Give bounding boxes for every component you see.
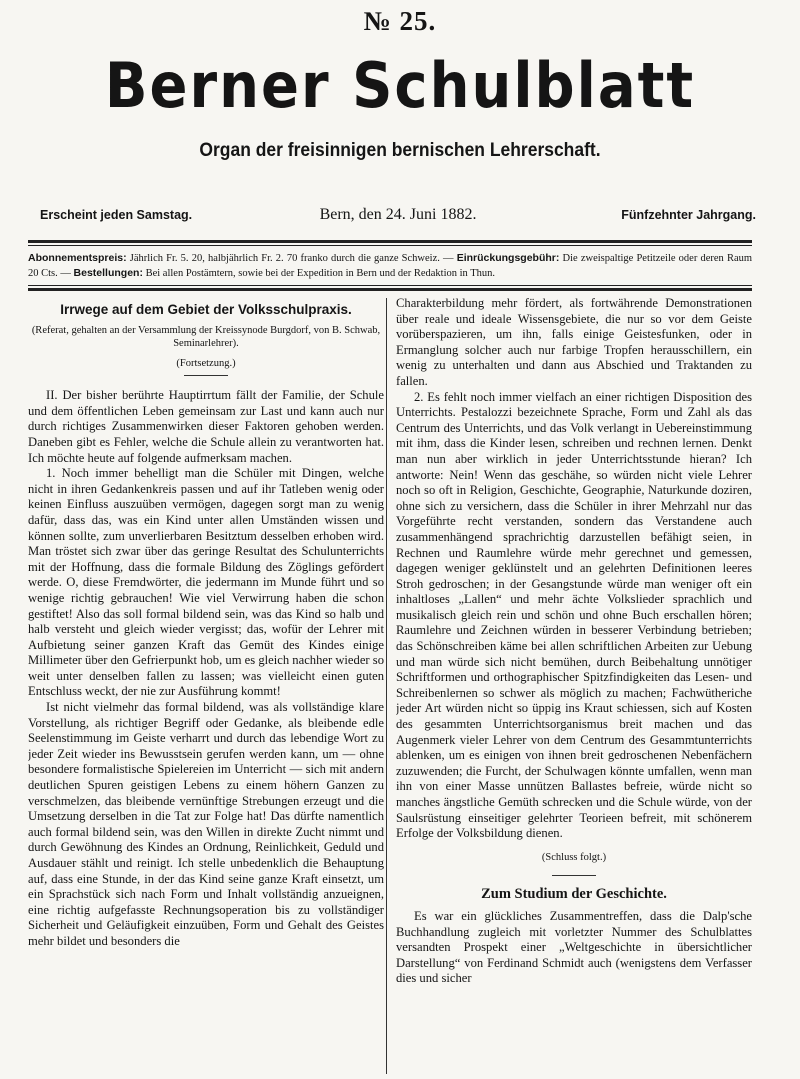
to-be-concluded-note: (Schluss folgt.) [541, 851, 607, 863]
right-column [396, 296, 752, 1076]
section-title: Zum Studium der Geschichte. [396, 875, 752, 903]
article-paragraph: Charakterbildung mehr fördert, als fortwährende Demonstrationen über reale und ideale Wissensgebiete, die nur so vor dem Geiste vorüberspazieren, um ihn, falls einige Geistesfunken, oder in Ermanglung solcher auch nur farbige Tropfen herausschillern, ein wenig zu unterhalten und dann aus Abschied und Traktanden zu fallen. [396, 296, 752, 388]
masthead-subtitle: Organ der freisinnigen bernischen Lehrerschaft. [199, 140, 601, 161]
subscription-price-text: Jährlich Fr. 5. 20, halbjährlich Fr. 2. 70 franko durch die ganze Schweiz. — [129, 253, 454, 264]
volume-year: Fünfzehnter Jahrgang. [621, 208, 756, 222]
publication-frequency: Erscheint jeden Samstag. [40, 208, 193, 222]
subscription-info [28, 251, 752, 281]
article-paragraph: 2. Es fehlt noch immer vielfach an einer richtigen Disposition des Unterrichts. Pestalozzi bezeichnete Sprache, Form und Zahl als das Centrum des Unterrichts, und das Volk verlangt in Uebereinstimmung mit ihm, dass die Kinder lesen, schreiben und rechnen lernen. Denkt man nun aber wirklich in jeder Unterrichtsstunde hieran? Ich antworte: Nein! Wenn das geschähe, so würden nicht viele Lehrer noch so oft in Religion, Geschichte, Geographie, Naturkunde doziren, ohne sich zu versichern, dass die Schüler in ihrer Mehrzahl nur das Vorgeführte recht verstanden, sondern das Verstandene auch zusammenhängend sprachrichtig darzustellen befähigt seien, in Rechnen und Raumlehre würde mehr gerechnet und gemessen, dagegen weniger geklünstelt und an gelehrten Definitionen leeres Stroh gedroschen; in der Gesangstunde würde man weniger oft ein inhaltloses „Lallen“ und mehr ächte Volkslieder sprachlich und musikalisch gleich rein und schön und ohne Buch erschallen hören; Raumlehre und Zeichnen würden in besserer Verbindung betrieben; das Schönschreiben käme bei allen schriftlichen Arbeiten zur Uebung und man würde sich nicht bemühen, durch Beibehaltung unnötiger Schriftformen und orthographischer Spitzfindigkeiten das Lesen- und Schreibenlernen so schwer als möglich zu machen; Fachwütheriche jeder Art würden nicht so üppig ins Kraut schiessen, sich auf Kosten des gesammten Unterrichtsorganismus breit machen und das Augenmerk vieler Lehrer von dem Centrum des Gesammtunterrichts ablenken, um es einigen von ihnen breit gedroschenen Nebenfächern zuzuwenden; die Furcht, der Schulwagen könnte umfallen, wenn man ihn von einer Masse unnützen Ballastes befreie, würde nicht so manches ängstliche Gemüth schrecken und die Schule würde, von der Saulsrüstung einseitiger gelehrter Teorieen befreit, mit schönerem Erfolge der Volksbildung dienen. [396, 389, 752, 841]
issue-number: № 25. [363, 6, 437, 36]
publication-info-line [40, 208, 756, 228]
column-divider [386, 298, 387, 1074]
article-continued-note: (Fortsetzung.) [176, 357, 236, 369]
place-and-date: Bern, den 24. Juni 1882. [319, 206, 477, 223]
orders-text: Bei allen Postämtern, sowie bei der Expedition in Bern und der Redaktion in Thun. [145, 268, 496, 279]
header-rule-bottom [28, 285, 752, 286]
header-rule-top [28, 240, 752, 243]
insertion-fee-text: Die zweispaltige Petitzeile oder deren Raum 20 Cts. — [28, 253, 753, 279]
header-rule-top-thin [28, 245, 752, 246]
header-rule-bottom-thick [28, 288, 752, 291]
article-paragraph: Es war ein glückliches Zusammentreffen, dass die Dalp'sche Buchhandlung zugleich mit vorletzter Nummer des Schulblattes versandten Prospekt einer „Weltgeschichte in übersichtlicher Darstellung“ von Ferdinand Schmidt auch (wenigstens dem Verfasser dies und sicher [396, 908, 752, 986]
article-byline: (Referat, gehalten an der Versammlung der Kreissynode Burgdorf, von B. Schwab, Seminarlehrer). [31, 324, 381, 349]
article-paragraph: II. Der bisher berührte Hauptirrtum fällt der Familie, der Schule und dem öffentlichen Leben gemeinsam zur Last und kann auch nur durch richtiges Zusammenwirken dieser Faktoren gehoben werden. Daneben gibt es Fehler, welche die Schule allein zu verantworten hat. Ich möchte heute auf folgende aufmerksam machen. [28, 388, 384, 465]
article-paragraph: 1. Noch immer behelligt man die Schüler mit Dingen, welche nicht in ihren Gedankenkreis passen und auf ihr Tatleben wenig oder keinen Einfluss auszuüben vermögen, dagegen sorgt man zu wenig dafür, dass das, was ein Kind unter allen Umständen wissen und können sollte, zum unverlierbaren Besitztum desselben erhoben wird. Man tröstet sich zwar über das geringe Resultat des Schulunterrichts mit der Hoffnung, dass die formale Bildung des Zöglings gefördert werde. O, diese Fremdwörter, die jedermann im Munde führt und so wenige richtig gebrauchen! Wie viel Verwirrung haben die schon gestiftet! Also das soll formal bildend sein, was das Kind so halb und halb versteht und gleich wieder vergisst; das, wofür der Lehrer mit Aufbietung seiner ganzen Kraft das Gemüt des Kindes einige Millimeter über den Gefrierpunkt hob, um es gleich nachher wieder so weit unter denselben fallen zu lassen; was vielleicht einen guten Entschluss weckt, der nie zur Ausführung kommt! [28, 466, 384, 699]
insertion-fee-label: Einrückungsgebühr: [456, 252, 560, 264]
orders-label: Bestellungen: [73, 267, 143, 279]
masthead-title: Berner Schulblatt [104, 50, 696, 123]
subscription-price-label: Abonnementspreis: [28, 252, 127, 264]
article-title: Irrwege auf dem Gebiet der Volksschulpraxis. [60, 302, 352, 317]
left-column [28, 296, 384, 1076]
short-divider [184, 375, 228, 376]
article-paragraph: Ist nicht vielmehr das formal bildend, was als vollständige klare Vorstellung, als richtiger Begriff oder Gedanke, als bleibende edle Seelenstimmung im Geiste verharrt und durch das lebendige Wort zu jeder Zeit wieder ins Bewusstsein gerufen werden kann, um — ohne besondere formalistische Spielereien im Unterricht — sich mit andern deutlichen Spuren geistigen Lebens zu einem höhern Ganzen zu verschmelzen, das bleibende vernünftige Strebungen erzeugt und die Umsetzung derselben in die Tat zur Folge hat! Das dürfte namentlich auch formal bildend sein, was den Willen in direkte Zucht nimmt und durch Gewöhnung des Kindes an Ordnung, Reinlichkeit, Geduld und Ausdauer stählt und reinigt. Ich stelle unbedenklich die Behauptung auf, dass eine Stunde, in der das Kind seine ganze Kraft einsetzt, um ein Sprachstück sich nach Form und Inhalt vollständig anzueignen, eine richtig aufgefasste Rechnungsoperation bis zu vollständiger Sicherheit und Geläufigkeit einzuüben, Form und Gehalt des Geistes mehr bildet und besonders die [28, 700, 384, 948]
